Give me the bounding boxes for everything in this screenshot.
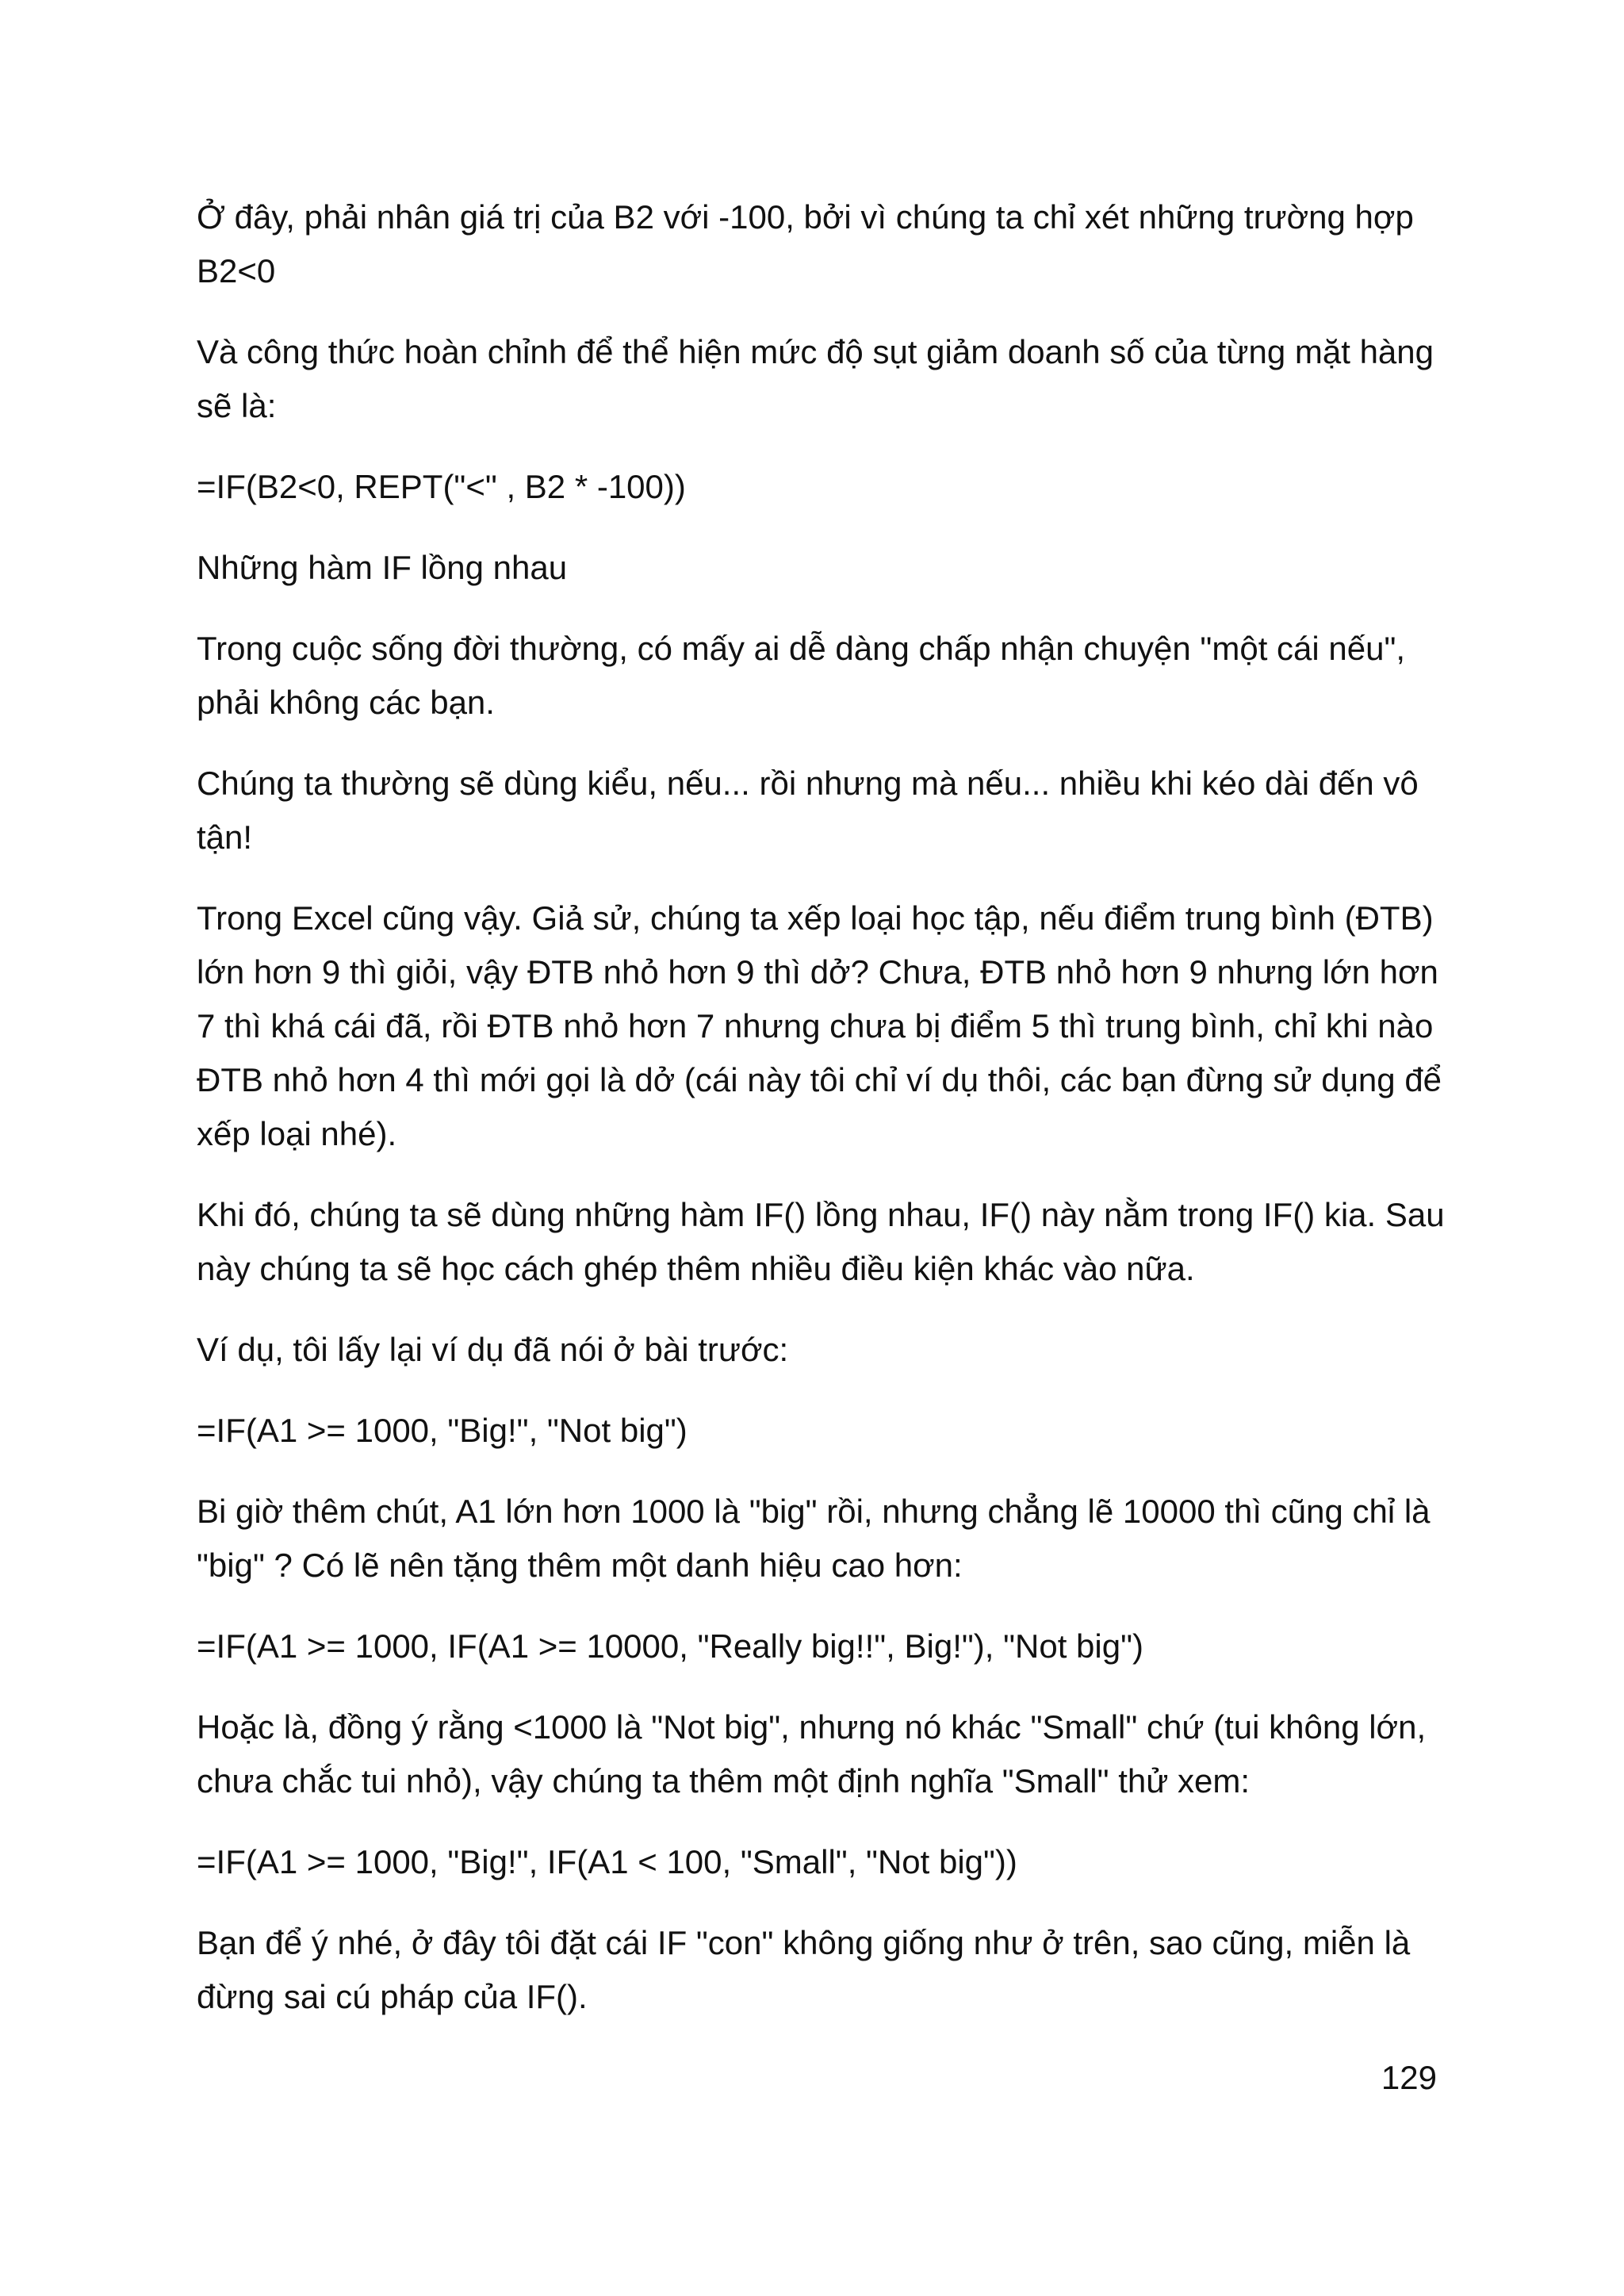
paragraph-small-intro: Hoặc là, đồng ý rằng <1000 là "Not big", nhưng nó khác "Small" chứ (tui không lớn, chưa chắc tui nhỏ), vậy chúng ta thêm một định nghĩa "Small" thử xem:: [197, 1708, 1435, 1800]
formula-big: =IF(A1 >= 1000, "Big!", "Not big"): [197, 1412, 688, 1449]
paragraph-multiply-note: Ở đây, phải nhân giá trị của B2 với -100, bởi vì chúng ta chỉ xét những trường hợp B2<0: [197, 198, 1423, 289]
paragraph-formula-intro: Và công thức hoàn chỉnh để thể hiện mức độ sụt giảm doanh số của từng mặt hàng sẽ là:: [197, 333, 1443, 424]
paragraph-nested-explain: Khi đó, chúng ta sẽ dùng những hàm IF() lồng nhau, IF() này nằm trong IF() kia. Sau này chúng ta sẽ học cách ghép thêm nhiều điều kiện khác vào nữa.: [197, 1196, 1454, 1287]
page-number: 129: [1381, 2059, 1437, 2096]
page-body: [197, 190, 1454, 2051]
paragraph-endless-if: Chúng ta thường sẽ dùng kiểu, nếu... rồi nhưng mà nếu... nhiều khi kéo dài đến vô tận!: [197, 765, 1428, 856]
paragraph-life-if: Trong cuộc sống đời thường, có mấy ai dễ dàng chấp nhận chuyện "một cái nếu", phải không các bạn.: [197, 630, 1415, 721]
formula-small: =IF(A1 >= 1000, "Big!", IF(A1 < 100, "Small", "Not big")): [197, 1843, 1017, 1880]
formula-rept: =IF(B2<0, REPT("<" , B2 * -100)): [197, 468, 686, 505]
formula-really-big: =IF(A1 >= 1000, IF(A1 >= 10000, "Really big!!", Big!"), "Not big"): [197, 1627, 1143, 1665]
paragraph-really-big: Bi giờ thêm chút, A1 lớn hơn 1000 là "big" rồi, nhưng chẳng lẽ 10000 thì cũng chỉ là "big" ? Có lẽ nên tặng thêm một danh hiệu cao hơn:: [197, 1493, 1440, 1584]
section-heading-nested-if: Những hàm IF lồng nhau: [197, 549, 568, 586]
paragraph-example-intro: Ví dụ, tôi lấy lại ví dụ đã nói ở bài trước:: [197, 1331, 789, 1368]
paragraph-grading-example: Trong Excel cũng vậy. Giả sử, chúng ta xếp loại học tập, nếu điểm trung bình (ĐTB) lớn hơn 9 thì giỏi, vậy ĐTB nhỏ hơn 9 thì dở? Chưa, ĐTB nhỏ hơn 9 nhưng lớn hơn 7 thì khá cái đã, rồi ĐTB nhỏ hơn 7 nhưng chưa bị điểm 5 thì trung bình, chỉ khi nào ĐTB nhỏ hơn 4 thì mới gọi là dở (cái này tôi chỉ ví dụ thôi, các bạn đừng sử dụng để xếp loại nhé).: [197, 899, 1451, 1152]
paragraph-syntax-note: Bạn để ý nhé, ở đây tôi đặt cái IF "con" không giống như ở trên, sao cũng, miễn là đừng sai cú pháp của IF().: [197, 1924, 1419, 2015]
